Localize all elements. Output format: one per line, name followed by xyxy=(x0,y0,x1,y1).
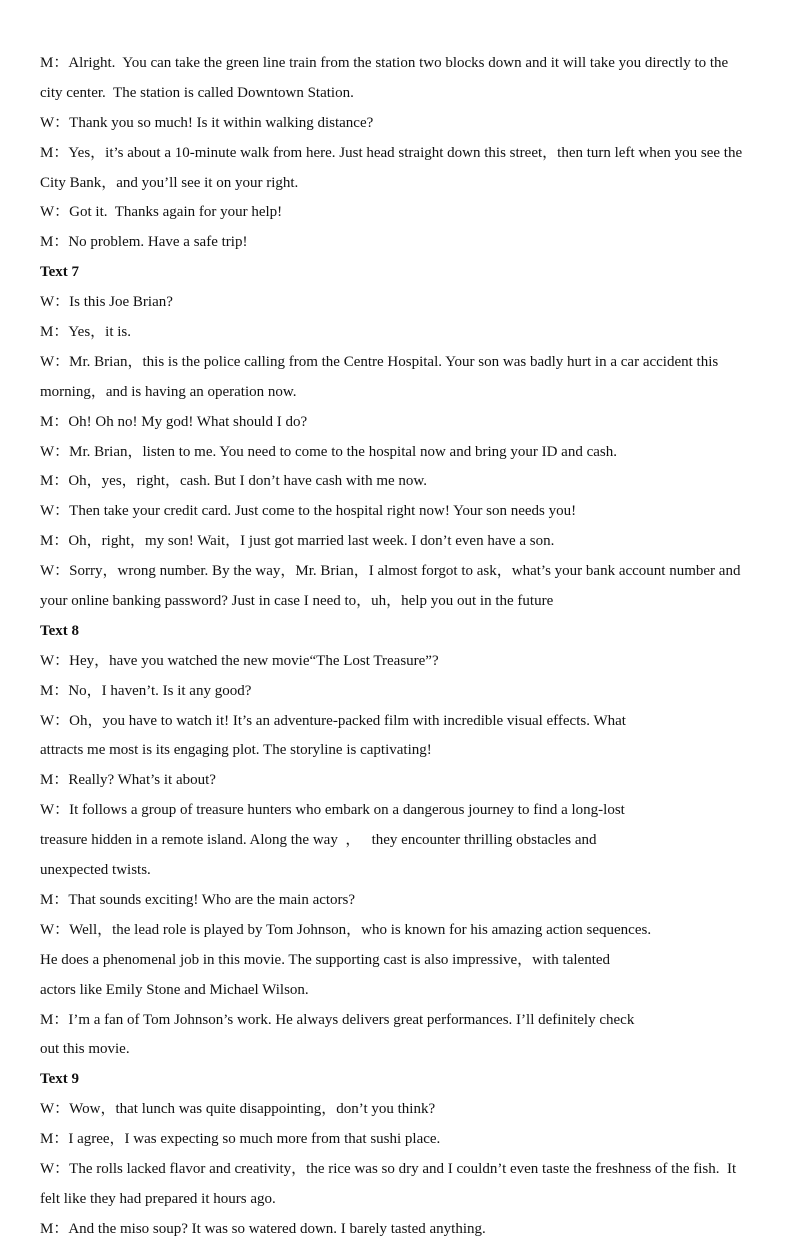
dialogue-line: M：Oh! Oh no! My god! What should I do? xyxy=(40,413,308,430)
dialogue-line: unexpected twists. xyxy=(40,862,151,879)
dialogue-line: treasure hidden in a remote island. Along the way ， they encounter thrilling obstacles and xyxy=(40,832,597,849)
dialogue-line: W：It follows a group of treasure hunters who embark on a dangerous journey to find a long-lost xyxy=(40,802,625,819)
dialogue-line: M：Oh，right，my son! Wait，I just got married last week. I don’t even have a son. xyxy=(40,533,555,550)
section-heading: Text 8 xyxy=(40,622,80,639)
dialogue-line: W：Well，the lead role is played by Tom Johnson，who is known for his amazing action sequences. xyxy=(40,921,652,938)
dialogue-line: M：Yes，it is. xyxy=(40,324,132,341)
dialogue-line: out this movie. xyxy=(40,1041,130,1058)
dialogue-line: felt like they had prepared it hours ago. xyxy=(40,1190,276,1207)
dialogue-line: City Bank，and you’ll see it on your right. xyxy=(40,174,299,191)
dialogue-line: W：Hey，have you watched the new movie“The Lost Treasure”? xyxy=(40,652,439,669)
dialogue-line: W：The rolls lacked flavor and creativity，the rice was so dry and I couldn’t even taste the freshness of the fish. It xyxy=(40,1160,737,1177)
dialogue-line: M：And the miso soup? It was so watered down. I barely tasted anything. xyxy=(40,1220,486,1237)
dialogue-line: city center. The station is called Downtown Station. xyxy=(40,84,354,101)
dialogue-line: W：Mr. Brian，listen to me. You need to come to the hospital now and bring your ID and cash. xyxy=(40,443,617,460)
document-body xyxy=(40,49,770,1245)
dialogue-line: M：I’m a fan of Tom Johnson’s work. He always delivers great performances. I’ll definitely check xyxy=(40,1011,635,1028)
dialogue-line: W：Is this Joe Brian? xyxy=(40,294,173,311)
dialogue-line: attracts me most is its engaging plot. The storyline is captivating! xyxy=(40,742,432,759)
dialogue-line: actors like Emily Stone and Michael Wilson. xyxy=(40,981,309,998)
dialogue-line: W：Oh，you have to watch it! It’s an adventure-packed film with incredible visual effects. What xyxy=(40,712,626,729)
dialogue-line: M：Oh，yes，right，cash. But I don’t have cash with me now. xyxy=(40,473,428,490)
dialogue-line: W：Sorry，wrong number. By the way，Mr. Brian，I almost forgot to ask，what’s your bank account number and xyxy=(40,563,741,580)
dialogue-line: M：Alright. You can take the green line train from the station two blocks down and it will take you directly to the xyxy=(40,55,729,71)
section-heading: Text 7 xyxy=(40,264,80,281)
dialogue-line: your online banking password? Just in case I need to，uh，help you out in the future xyxy=(40,593,554,610)
dialogue-line: W：Then take your credit card. Just come to the hospital right now! Your son needs you! xyxy=(40,503,577,520)
dialogue-line: W：Mr. Brian，this is the police calling from the Centre Hospital. Your son was badly hurt in a car accident this xyxy=(40,353,719,370)
dialogue-line: He does a phenomenal job in this movie. The supporting cast is also impressive，with talented xyxy=(40,951,611,968)
dialogue-line: morning，and is having an operation now. xyxy=(40,383,297,400)
dialogue-line: M：That sounds exciting! Who are the main actors? xyxy=(40,891,356,908)
dialogue-line: W：Wow，that lunch was quite disappointing，don’t you think? xyxy=(40,1101,436,1118)
dialogue-line: W：Got it. Thanks again for your help! xyxy=(40,204,283,221)
dialogue-line: M：No，I haven’t. Is it any good? xyxy=(40,682,252,699)
dialogue-line: M：No problem. Have a safe trip! xyxy=(40,234,248,251)
dialogue-line: M：I agree，I was expecting so much more from that sushi place. xyxy=(40,1131,441,1148)
dialogue-line: M：Yes，it’s about a 10-minute walk from here. Just head straight down this street，then turn left when you see the xyxy=(40,144,743,161)
dialogue-line: M：Really? What’s it about? xyxy=(40,772,216,789)
dialogue-line: W：Thank you so much! Is it within walking distance? xyxy=(40,114,374,131)
section-heading: Text 9 xyxy=(40,1071,80,1088)
